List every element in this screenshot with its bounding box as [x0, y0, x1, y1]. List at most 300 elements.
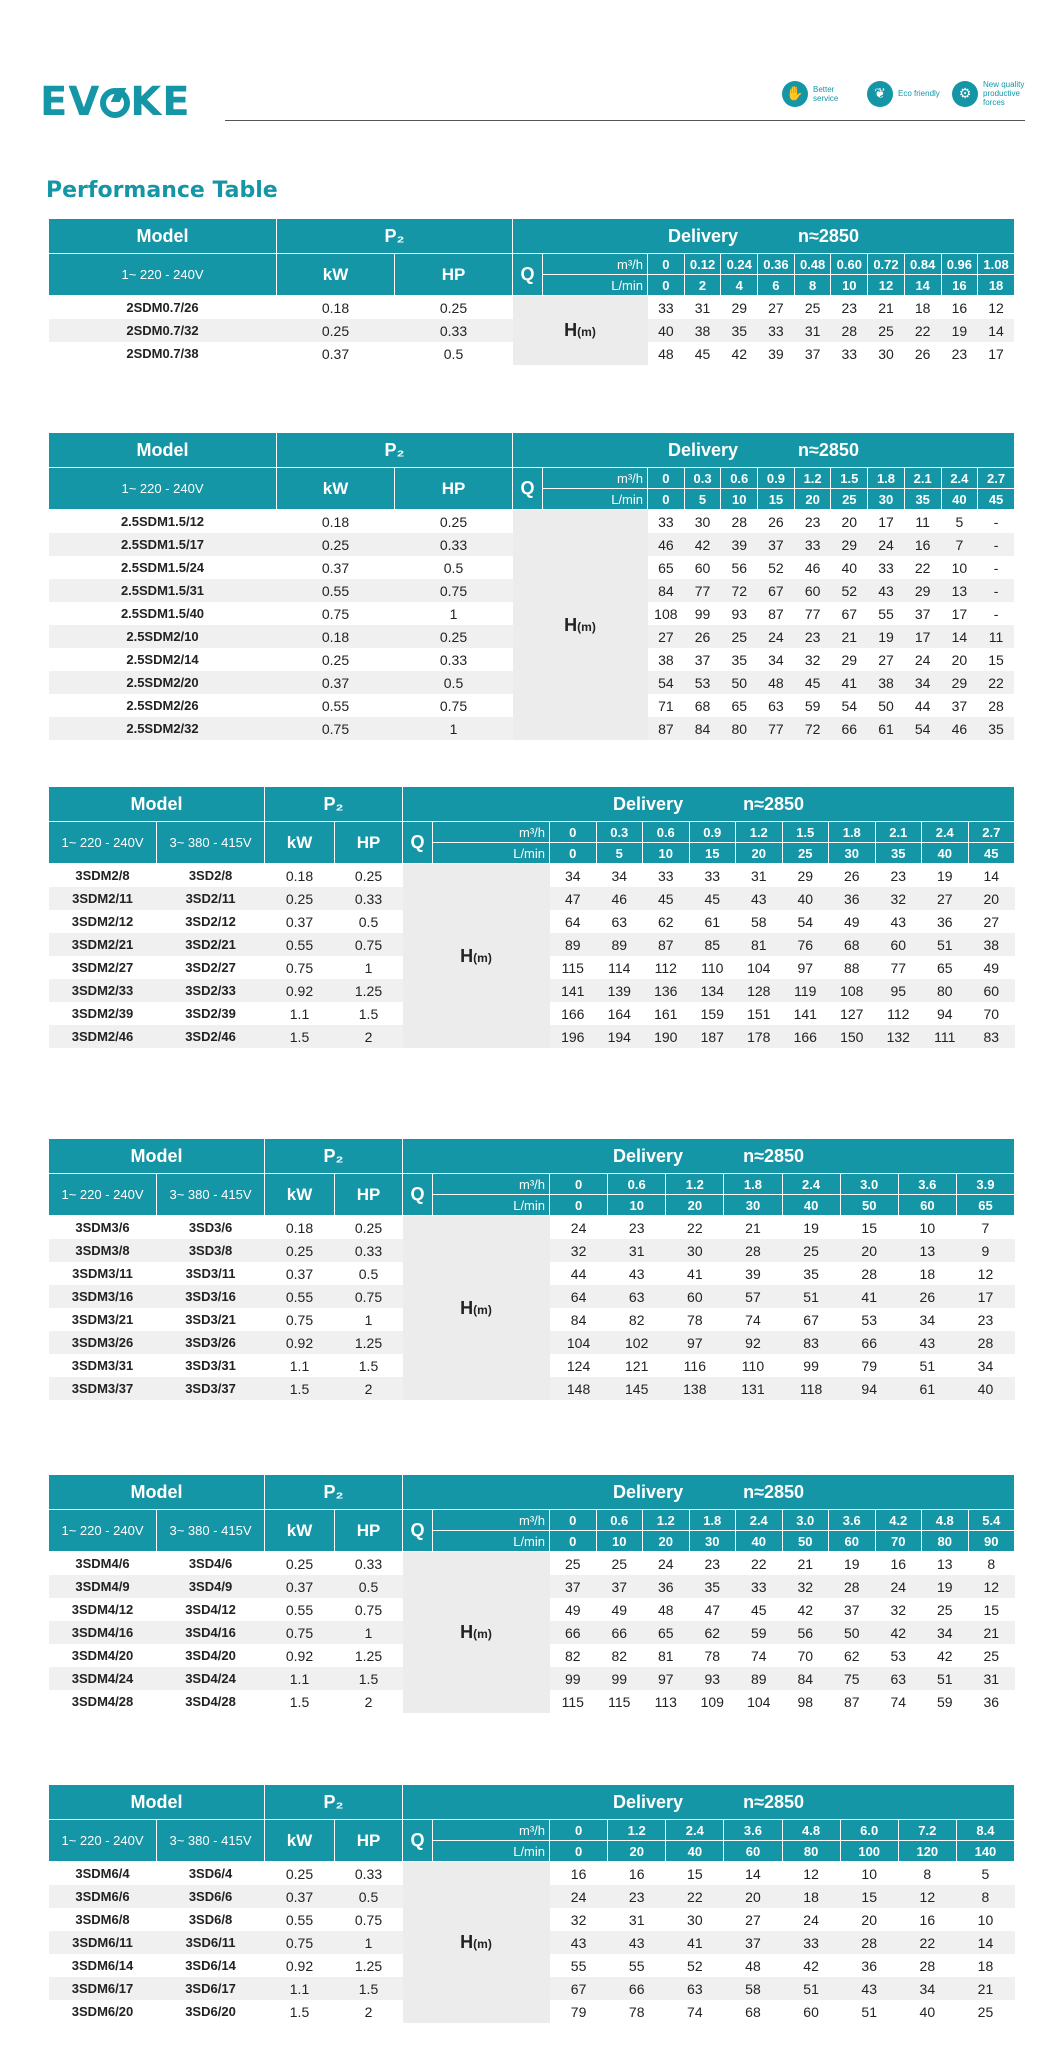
- head-value: 43: [868, 579, 905, 602]
- head-value: 65: [648, 556, 685, 579]
- model-three-phase: 3SD2/33: [157, 979, 265, 1002]
- head-value: -: [978, 510, 1015, 534]
- head-value: 80: [721, 717, 758, 740]
- head-value: -: [978, 579, 1015, 602]
- head-value: 108: [829, 979, 876, 1002]
- q-m3h-value: 2.4: [922, 822, 969, 843]
- badge-quality: [952, 80, 1025, 107]
- handshake-icon: ✋: [782, 81, 808, 107]
- head-value: 36: [968, 1690, 1015, 1713]
- head-value: 65: [922, 956, 969, 979]
- head-value: 138: [666, 1377, 724, 1400]
- head-value: 32: [782, 1575, 829, 1598]
- head-value: -: [978, 602, 1015, 625]
- hp-value: 1: [335, 1931, 403, 1954]
- head-value: 48: [648, 342, 685, 365]
- three-phase-label: 3~ 380 - 415V: [157, 822, 265, 864]
- head-value: 24: [904, 648, 941, 671]
- head-value: 28: [829, 1575, 876, 1598]
- model-single-phase: 3SDM2/33: [49, 979, 157, 1002]
- head-value: 20: [941, 648, 978, 671]
- model-header: Model: [49, 1475, 265, 1510]
- head-value: 121: [608, 1354, 666, 1377]
- head-value: 94: [840, 1377, 898, 1400]
- head-value: 81: [643, 1644, 690, 1667]
- head-value: 113: [643, 1690, 690, 1713]
- head-value: 54: [648, 671, 685, 694]
- model-single-phase: 3SDM6/6: [49, 1885, 157, 1908]
- q-lmin-value: 25: [831, 489, 868, 510]
- head-value: 49: [968, 956, 1015, 979]
- kw-value: 0.37: [265, 910, 335, 933]
- head-value: 150: [829, 1025, 876, 1048]
- hp-value: 0.75: [335, 1285, 403, 1308]
- head-value: 45: [794, 671, 831, 694]
- q-lmin-value: 0: [550, 1841, 608, 1862]
- q-m3h-value: 4.2: [875, 1510, 922, 1531]
- hp-value: 0.5: [395, 556, 513, 579]
- q-lmin-value: 30: [724, 1195, 782, 1216]
- kw-value: 0.75: [265, 1931, 335, 1954]
- head-value: 74: [736, 1644, 783, 1667]
- model-three-phase: 3SD3/6: [157, 1216, 265, 1240]
- head-value: 34: [904, 671, 941, 694]
- head-value: 46: [596, 887, 643, 910]
- q-lmin-value: 4: [721, 275, 758, 296]
- head-value: 12: [968, 1575, 1015, 1598]
- head-value: 12: [898, 1885, 956, 1908]
- model-single-phase: 3SDM3/37: [49, 1377, 157, 1400]
- model-three-phase: 3SD2/8: [157, 864, 265, 888]
- head-value: 27: [724, 1908, 782, 1931]
- delivery-label: Delivery: [613, 1481, 684, 1502]
- q-lmin-value: 16: [941, 275, 978, 296]
- head-value: -: [978, 533, 1015, 556]
- head-value: 49: [550, 1598, 597, 1621]
- q-m3h-value: 2.4: [782, 1174, 840, 1195]
- head-value: 68: [684, 694, 721, 717]
- q-m3h-value: 1.2: [736, 822, 783, 843]
- model-three-phase: 3SD3/16: [157, 1285, 265, 1308]
- head-value: 27: [868, 648, 905, 671]
- table-header-row: [49, 1139, 1015, 1174]
- performance-table: [48, 1474, 1015, 1713]
- head-value: 31: [608, 1908, 666, 1931]
- kw-value: 0.37: [277, 342, 395, 365]
- q-lmin-value: 40: [782, 1195, 840, 1216]
- head-value: 27: [922, 887, 969, 910]
- kw-value: 1.5: [265, 1690, 335, 1713]
- head-value: 43: [550, 1931, 608, 1954]
- head-value: 32: [875, 1598, 922, 1621]
- q-label: Q: [513, 254, 543, 296]
- q-m3h-value: 2.4: [941, 468, 978, 489]
- head-value: 104: [550, 1331, 608, 1354]
- model-single-phase: 3SDM6/4: [49, 1862, 157, 1886]
- hp-value: 2: [335, 1377, 403, 1400]
- speed-label: n≈2850: [743, 1145, 804, 1166]
- head-value: 51: [782, 1977, 840, 2000]
- head-value: 89: [596, 933, 643, 956]
- model-three-phase: 3SD4/9: [157, 1575, 265, 1598]
- model-single-phase: 2.5SDM1.5/40: [49, 602, 277, 625]
- table-header-row: [49, 787, 1015, 822]
- hp-value: 0.25: [335, 864, 403, 888]
- head-value: 55: [868, 602, 905, 625]
- head-value: 87: [648, 717, 685, 740]
- q-m3h-value: 0.6: [596, 1510, 643, 1531]
- head-value: 32: [875, 887, 922, 910]
- model-single-phase: 3SDM4/28: [49, 1690, 157, 1713]
- head-value: 26: [684, 625, 721, 648]
- hp-value: 1.25: [335, 1644, 403, 1667]
- model-three-phase: 3SD4/24: [157, 1667, 265, 1690]
- unit-lmin: L/min: [543, 275, 648, 296]
- head-value: 62: [643, 910, 690, 933]
- head-value: 25: [550, 1552, 597, 1576]
- head-value: 51: [922, 1667, 969, 1690]
- badge-label: New quality productive forces: [983, 80, 1025, 107]
- model-header: Model: [49, 433, 277, 468]
- q-m3h-value: 3.6: [724, 1820, 782, 1841]
- q-lmin-value: 0: [648, 489, 685, 510]
- model-single-phase: 3SDM2/21: [49, 933, 157, 956]
- hp-value: 0.5: [395, 342, 513, 365]
- head-value: 31: [736, 864, 783, 888]
- unit-lmin: L/min: [543, 489, 648, 510]
- head-value: 14: [968, 864, 1015, 888]
- head-value: 39: [758, 342, 795, 365]
- delivery-header: [403, 1475, 1015, 1510]
- head-value: 66: [608, 1977, 666, 2000]
- head-value: 94: [922, 1002, 969, 1025]
- q-label: Q: [403, 1820, 433, 1862]
- head-value: 51: [898, 1354, 956, 1377]
- unit-lmin: L/min: [433, 1841, 550, 1862]
- model-three-phase: 3SD3/11: [157, 1262, 265, 1285]
- q-m3h-row: [49, 822, 1015, 843]
- head-value: 17: [941, 602, 978, 625]
- head-value: 32: [550, 1908, 608, 1931]
- head-value: 33: [648, 296, 685, 320]
- head-value: 31: [608, 1239, 666, 1262]
- head-value: 77: [684, 579, 721, 602]
- head-value: 28: [978, 694, 1015, 717]
- head-value: 52: [758, 556, 795, 579]
- head-value: 66: [840, 1331, 898, 1354]
- head-value: 32: [550, 1239, 608, 1262]
- head-value: -: [978, 556, 1015, 579]
- head-label: [403, 864, 550, 1049]
- head-value: 89: [550, 933, 597, 956]
- model-three-phase: 3SD3/37: [157, 1377, 265, 1400]
- head-value: 24: [782, 1908, 840, 1931]
- head-value: 25: [868, 319, 905, 342]
- kw-value: 0.25: [277, 319, 395, 342]
- unit-lmin: L/min: [433, 1531, 550, 1552]
- head-unit: (m): [473, 1627, 492, 1641]
- kw-value: 0.37: [265, 1262, 335, 1285]
- kw-value: 0.75: [265, 1308, 335, 1331]
- head-value: 59: [922, 1690, 969, 1713]
- head-value: 11: [904, 510, 941, 534]
- head-value: 63: [666, 1977, 724, 2000]
- kw-value: 0.37: [265, 1575, 335, 1598]
- hp-value: 0.33: [335, 1239, 403, 1262]
- q-lmin-value: 60: [829, 1531, 876, 1552]
- q-lmin-value: 10: [608, 1195, 666, 1216]
- head-value: 27: [648, 625, 685, 648]
- head-value: 36: [643, 1575, 690, 1598]
- head-value: 164: [596, 1002, 643, 1025]
- hp-value: 1.5: [335, 1354, 403, 1377]
- head-value: 77: [794, 602, 831, 625]
- q-lmin-value: 40: [941, 489, 978, 510]
- q-m3h-row: [49, 1510, 1015, 1531]
- q-lmin-value: 10: [721, 489, 758, 510]
- head-value: 12: [956, 1262, 1014, 1285]
- q-m3h-value: 0.36: [758, 254, 795, 275]
- head-value: 78: [689, 1644, 736, 1667]
- model-single-phase: 3SDM3/16: [49, 1285, 157, 1308]
- single-phase-label: 1~ 220 - 240V: [49, 1174, 157, 1216]
- model-three-phase: 3SD6/6: [157, 1885, 265, 1908]
- model-single-phase: 2.5SDM2/20: [49, 671, 277, 694]
- head-value: 22: [666, 1885, 724, 1908]
- model-single-phase: 3SDM4/24: [49, 1667, 157, 1690]
- head-value: 34: [922, 1621, 969, 1644]
- speed-label: n≈2850: [743, 1791, 804, 1812]
- head-value: 33: [736, 1575, 783, 1598]
- head-symbol: H: [460, 1622, 474, 1642]
- head-value: 82: [550, 1644, 597, 1667]
- head-value: 53: [840, 1308, 898, 1331]
- head-value: 42: [782, 1598, 829, 1621]
- head-value: 38: [684, 319, 721, 342]
- head-value: 14: [978, 319, 1015, 342]
- head-value: 33: [868, 556, 905, 579]
- head-value: 50: [868, 694, 905, 717]
- head-value: 54: [904, 717, 941, 740]
- q-m3h-value: 0.96: [941, 254, 978, 275]
- single-phase-label: 1~ 220 - 240V: [49, 1820, 157, 1862]
- head-value: 139: [596, 979, 643, 1002]
- model-three-phase: 3SD4/6: [157, 1552, 265, 1576]
- head-value: 115: [550, 1690, 597, 1713]
- q-lmin-value: 70: [875, 1531, 922, 1552]
- kw-value: 1.1: [265, 1354, 335, 1377]
- model-header: Model: [49, 1139, 265, 1174]
- head-value: 79: [840, 1354, 898, 1377]
- q-m3h-value: 8.4: [956, 1820, 1014, 1841]
- head-value: 61: [898, 1377, 956, 1400]
- model-single-phase: 2.5SDM1.5/17: [49, 533, 277, 556]
- head-value: 21: [956, 1977, 1014, 2000]
- model-three-phase: 3SD2/39: [157, 1002, 265, 1025]
- head-value: 10: [898, 1216, 956, 1240]
- hp-header: HP: [335, 1820, 403, 1862]
- single-phase-label: 1~ 220 - 240V: [49, 822, 157, 864]
- head-value: 19: [868, 625, 905, 648]
- head-value: 24: [643, 1552, 690, 1576]
- model-single-phase: 3SDM6/8: [49, 1908, 157, 1931]
- head-value: 65: [643, 1621, 690, 1644]
- hp-value: 0.33: [395, 533, 513, 556]
- hp-value: 0.75: [335, 1908, 403, 1931]
- hp-value: 1.25: [335, 979, 403, 1002]
- head-value: 59: [794, 694, 831, 717]
- head-value: 87: [829, 1690, 876, 1713]
- kw-header: kW: [277, 254, 395, 296]
- head-value: 45: [736, 1598, 783, 1621]
- table-row: [49, 864, 1015, 888]
- head-value: 19: [829, 1552, 876, 1576]
- table-header-row: [49, 1475, 1015, 1510]
- head-value: 136: [643, 979, 690, 1002]
- model-three-phase: 3SD2/11: [157, 887, 265, 910]
- q-m3h-value: 0: [648, 254, 685, 275]
- q-lmin-value: 35: [904, 489, 941, 510]
- q-m3h-value: 4.8: [782, 1820, 840, 1841]
- head-value: 43: [898, 1331, 956, 1354]
- table-row: [49, 1216, 1015, 1240]
- badge-eco: [867, 80, 940, 107]
- hp-header: HP: [395, 254, 513, 296]
- model-three-phase: 3SD2/46: [157, 1025, 265, 1048]
- hp-header: HP: [335, 822, 403, 864]
- head-value: 161: [643, 1002, 690, 1025]
- head-value: 11: [978, 625, 1015, 648]
- head-value: 72: [794, 717, 831, 740]
- unit-m3h: m³/h: [433, 1174, 550, 1195]
- head-value: 25: [721, 625, 758, 648]
- model-three-phase: 3SD6/17: [157, 1977, 265, 2000]
- kw-value: 0.18: [277, 296, 395, 320]
- head-value: 110: [724, 1354, 782, 1377]
- unit-lmin: L/min: [433, 1195, 550, 1216]
- model-single-phase: 2SDM0.7/26: [49, 296, 277, 320]
- delivery-label: Delivery: [613, 1791, 684, 1812]
- unit-m3h: m³/h: [543, 468, 648, 489]
- model-single-phase: 2.5SDM2/10: [49, 625, 277, 648]
- q-m3h-value: 3.9: [956, 1174, 1014, 1195]
- p2-header: P₂: [265, 1785, 403, 1820]
- delivery-label: Delivery: [667, 439, 739, 460]
- kw-value: 0.25: [265, 1239, 335, 1262]
- head-value: 46: [941, 717, 978, 740]
- head-value: 41: [831, 671, 868, 694]
- head-value: 51: [840, 2000, 898, 2023]
- head-value: 24: [550, 1885, 608, 1908]
- single-phase-label: 1~ 220 - 240V: [49, 1510, 157, 1552]
- q-lmin-value: 12: [868, 275, 905, 296]
- hp-value: 0.5: [335, 910, 403, 933]
- head-value: 54: [782, 910, 829, 933]
- single-phase-label: 1~ 220 - 240V: [49, 468, 277, 510]
- head-value: 87: [758, 602, 795, 625]
- head-value: 60: [794, 579, 831, 602]
- head-value: 16: [904, 533, 941, 556]
- kw-value: 0.18: [277, 625, 395, 648]
- head-value: 196: [550, 1025, 597, 1048]
- head-value: 36: [922, 910, 969, 933]
- head-value: 127: [829, 1002, 876, 1025]
- kw-value: 0.37: [265, 1885, 335, 1908]
- hp-value: 1: [395, 602, 513, 625]
- head-value: 62: [689, 1621, 736, 1644]
- head-label: [403, 1862, 550, 2024]
- head-value: 8: [898, 1862, 956, 1886]
- head-value: 61: [868, 717, 905, 740]
- head-value: 29: [831, 533, 868, 556]
- model-single-phase: 3SDM2/12: [49, 910, 157, 933]
- head-value: 19: [922, 1575, 969, 1598]
- hp-value: 0.75: [395, 694, 513, 717]
- q-lmin-value: 20: [643, 1531, 690, 1552]
- head-value: 141: [550, 979, 597, 1002]
- head-value: 10: [840, 1862, 898, 1886]
- head-value: 35: [721, 648, 758, 671]
- q-label: Q: [403, 822, 433, 864]
- head-label: [403, 1552, 550, 1714]
- head-value: 59: [736, 1621, 783, 1644]
- head-value: 60: [782, 2000, 840, 2023]
- kw-value: 0.55: [265, 1598, 335, 1621]
- three-phase-label: 3~ 380 - 415V: [157, 1510, 265, 1552]
- q-lmin-value: 0: [648, 275, 685, 296]
- head-value: 56: [782, 1621, 829, 1644]
- head-value: 83: [968, 1025, 1015, 1048]
- gear-icon: ⚙: [952, 81, 978, 107]
- q-lmin-value: 50: [840, 1195, 898, 1216]
- head-value: 166: [550, 1002, 597, 1025]
- p2-header: P₂: [265, 787, 403, 822]
- head-value: 55: [608, 1954, 666, 1977]
- q-lmin-value: 120: [898, 1841, 956, 1862]
- hp-value: 0.25: [395, 625, 513, 648]
- head-value: 8: [956, 1885, 1014, 1908]
- kw-value: 0.18: [265, 864, 335, 888]
- head-value: 17: [978, 342, 1015, 365]
- q-lmin-value: 0: [550, 843, 597, 864]
- kw-value: 0.75: [277, 602, 395, 625]
- head-value: 37: [941, 694, 978, 717]
- three-phase-label: 3~ 380 - 415V: [157, 1174, 265, 1216]
- head-value: 22: [666, 1216, 724, 1240]
- head-value: 82: [608, 1308, 666, 1331]
- head-value: 68: [724, 2000, 782, 2023]
- head-value: 21: [782, 1552, 829, 1576]
- kw-value: 1.1: [265, 1977, 335, 2000]
- q-lmin-value: 140: [956, 1841, 1014, 1862]
- q-lmin-value: 10: [831, 275, 868, 296]
- model-three-phase: 3SD3/8: [157, 1239, 265, 1262]
- head-value: 74: [875, 1690, 922, 1713]
- unit-m3h: m³/h: [433, 822, 550, 843]
- head-value: 7: [941, 533, 978, 556]
- kw-value: 0.92: [265, 1644, 335, 1667]
- head-value: 104: [736, 956, 783, 979]
- head-value: 22: [904, 556, 941, 579]
- q-lmin-value: 60: [898, 1195, 956, 1216]
- q-m3h-value: 0.9: [758, 468, 795, 489]
- model-single-phase: 2SDM0.7/32: [49, 319, 277, 342]
- head-value: 14: [724, 1862, 782, 1886]
- head-value: 109: [689, 1690, 736, 1713]
- head-value: 22: [978, 671, 1015, 694]
- head-value: 8: [968, 1552, 1015, 1576]
- head-value: 60: [684, 556, 721, 579]
